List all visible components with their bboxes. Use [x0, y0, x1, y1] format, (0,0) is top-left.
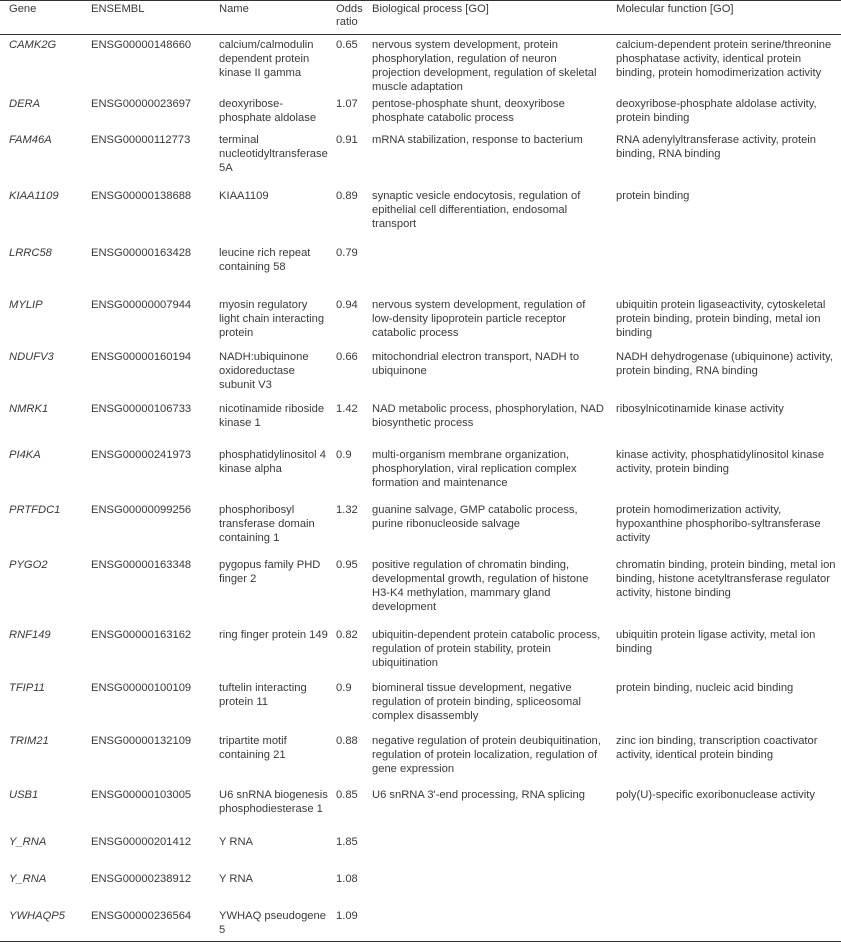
- cell-odds-ratio: 1.32: [336, 504, 358, 516]
- cell-gene: MYLIP: [9, 299, 43, 311]
- table-row: [0, 243, 841, 295]
- cell-biological-process: mitochondrial electron transport, NADH to ubiquinone: [372, 351, 580, 377]
- cell-ensembl: ENSG00000163348: [91, 559, 192, 571]
- cell-biological-process: biomineral tissue development, negative regulation of protein binding, spliceosomal complex disassembly: [372, 682, 581, 722]
- cell-odds-ratio: 1.08: [336, 873, 358, 885]
- table-row: [0, 500, 841, 555]
- header-biological-process: Biological process [GO]: [372, 3, 489, 15]
- cell-molecular-function: [616, 832, 841, 869]
- table-row: [0, 35, 841, 95]
- cell-biological-process: multi-organism membrane organization, phosphorylation, viral replication complex formation and maintenance: [372, 449, 577, 489]
- cell-biological-process: [372, 869, 616, 906]
- cell-ensembl: ENSG00000148660: [91, 39, 192, 51]
- cell-name: YWHAQ pseudogene 5: [219, 910, 326, 936]
- table-row: [0, 869, 841, 906]
- cell-name: tuftelin interacting protein 11: [219, 682, 307, 708]
- cell-name: U6 snRNA biogenesis phosphodiesterase 1: [219, 789, 328, 815]
- table-row: [0, 731, 841, 785]
- table-row: [0, 186, 841, 243]
- cell-name: ring finger protein 149: [219, 629, 328, 641]
- cell-biological-process: positive regulation of chromatin binding, developmental growth, regulation of histone H3-K4 methylation, mammary gland development: [372, 559, 589, 613]
- header-row: [0, 1, 841, 35]
- cell-name: NADH:ubiquinone oxidoreductase subunit V3: [219, 351, 309, 391]
- header-odds-ratio: Odds ratio: [336, 3, 363, 28]
- cell-ensembl: ENSG00000238912: [91, 873, 192, 885]
- cell-gene: FAM46A: [9, 134, 52, 146]
- cell-gene: TFIP11: [9, 682, 45, 694]
- cell-biological-process: ubiquitin-dependent protein catabolic process, regulation of protein stability, protein ubiquitination: [372, 629, 601, 669]
- cell-molecular-function: RNA adenylyltransferase activity, protein binding, RNA binding: [616, 134, 817, 160]
- cell-molecular-function: zinc ion binding, transcription coactivator activity, identical protein binding: [616, 735, 818, 761]
- cell-ensembl: ENSG00000160194: [91, 351, 192, 363]
- cell-ensembl: ENSG00000099256: [91, 504, 192, 516]
- table-row: [0, 445, 841, 500]
- cell-name: tripartite motif containing 21: [219, 735, 287, 761]
- cell-name: deoxyribose-phosphate aldolase: [219, 98, 317, 124]
- table-row: [0, 906, 841, 941]
- cell-molecular-function: ubiquitin protein ligaseactivity, cytoskeletal protein binding, protein binding, metal ion binding: [616, 299, 826, 339]
- cell-ensembl: ENSG00000112773: [91, 134, 191, 146]
- cell-odds-ratio: 0.91: [336, 134, 358, 146]
- cell-name: Y RNA: [219, 873, 253, 885]
- cell-odds-ratio: 0.95: [336, 559, 358, 571]
- cell-biological-process: pentose-phosphate shunt, deoxyribose phosphate catabolic process: [372, 98, 565, 124]
- cell-odds-ratio: 0.85: [336, 789, 358, 801]
- cell-ensembl: ENSG00000163162: [91, 629, 192, 641]
- cell-gene: TRIM21: [9, 735, 49, 747]
- cell-molecular-function: chromatin binding, protein binding, metal ion binding, histone acetyltransferase regulator activity, histone binding: [616, 559, 836, 599]
- cell-gene: KIAA1109: [9, 190, 59, 202]
- cell-molecular-function: kinase activity, phosphatidylinositol kinase activity, protein binding: [616, 449, 825, 475]
- cell-odds-ratio: 1.85: [336, 836, 358, 848]
- cell-odds-ratio: 1.07: [336, 98, 358, 110]
- cell-biological-process: guanine salvage, GMP catabolic process, purine ribonucleoside salvage: [372, 504, 578, 530]
- cell-molecular-function: deoxyribose-phosphate aldolase activity, protein binding: [616, 98, 817, 124]
- cell-name: terminal nucleotidyltransferase 5A: [219, 134, 328, 174]
- table-row: [0, 347, 841, 399]
- cell-molecular-function: poly(U)-specific exoribonuclease activity: [616, 789, 815, 801]
- cell-molecular-function: [616, 869, 841, 906]
- cell-name: calcium/calmodulin dependent protein kinase II gamma: [219, 39, 314, 79]
- cell-gene: USB1: [9, 789, 39, 801]
- cell-name: KIAA1109: [219, 190, 269, 202]
- cell-ensembl: ENSG00000103005: [91, 789, 192, 801]
- cell-biological-process: mRNA stabilization, response to bacterium: [372, 134, 583, 146]
- cell-name: myosin regulatory light chain interacting protein: [219, 299, 325, 339]
- cell-gene: CAMK2G: [9, 39, 57, 51]
- cell-ensembl: ENSG00000236564: [91, 910, 192, 922]
- cell-molecular-function: protein homodimerization activity, hypoxanthine phosphoribo-syltransferase activity: [616, 504, 821, 544]
- cell-molecular-function: [616, 243, 841, 295]
- cell-odds-ratio: 0.9: [336, 449, 352, 461]
- table-row: [0, 678, 841, 731]
- cell-odds-ratio: 0.88: [336, 735, 358, 747]
- table-body: [0, 35, 841, 942]
- cell-gene: PRTFDC1: [9, 504, 61, 516]
- cell-name: pygopus family PHD finger 2: [219, 559, 321, 585]
- cell-odds-ratio: 0.82: [336, 629, 358, 641]
- cell-ensembl: ENSG00000106733: [91, 403, 192, 415]
- cell-name: phosphatidylinositol 4 kinase alpha: [219, 449, 326, 475]
- cell-ensembl: ENSG00000007944: [91, 299, 192, 311]
- header-molecular-function: Molecular function [GO]: [616, 3, 734, 15]
- cell-gene: NMRK1: [9, 403, 49, 415]
- table-row: [0, 785, 841, 832]
- table-row: [0, 130, 841, 186]
- cell-odds-ratio: 0.66: [336, 351, 358, 363]
- table-row: [0, 94, 841, 130]
- cell-odds-ratio: 0.94: [336, 299, 358, 311]
- cell-molecular-function: [616, 906, 841, 941]
- cell-ensembl: ENSG00000023697: [91, 98, 192, 110]
- cell-gene: PI4KA: [9, 449, 41, 461]
- cell-gene: PYGO2: [9, 559, 48, 571]
- table-row: [0, 625, 841, 678]
- table-row: [0, 295, 841, 347]
- table-header: [0, 1, 841, 35]
- cell-name: leucine rich repeat containing 58: [219, 247, 311, 273]
- cell-molecular-function: calcium-dependent protein serine/threonine phosphatase activity, identical protein binding, protein homodimerization activity: [616, 39, 832, 79]
- cell-molecular-function: ubiquitin protein ligase activity, metal ion binding: [616, 629, 816, 655]
- cell-biological-process: [372, 906, 616, 941]
- cell-biological-process: [372, 243, 616, 295]
- cell-gene: NDUFV3: [9, 351, 54, 363]
- cell-ensembl: ENSG00000132109: [91, 735, 192, 747]
- cell-gene: RNF149: [9, 629, 51, 641]
- header-ensembl: ENSEMBL: [91, 3, 145, 15]
- header-gene: Gene: [9, 3, 37, 15]
- cell-name: phosphoribosyl transferase domain containing 1: [219, 504, 315, 544]
- cell-odds-ratio: 0.89: [336, 190, 358, 202]
- table-row: [0, 555, 841, 625]
- table-row: [0, 399, 841, 445]
- cell-ensembl: ENSG00000163428: [91, 247, 192, 259]
- cell-gene: LRRC58: [9, 247, 52, 259]
- cell-gene: DERA: [9, 98, 41, 110]
- cell-molecular-function: protein binding: [616, 190, 690, 202]
- header-name: Name: [219, 3, 249, 15]
- cell-ensembl: ENSG00000201412: [91, 836, 192, 848]
- cell-gene: YWHAQP5: [9, 910, 65, 922]
- cell-name: Y RNA: [219, 836, 253, 848]
- cell-odds-ratio: 0.65: [336, 39, 358, 51]
- cell-biological-process: U6 snRNA 3'-end processing, RNA splicing: [372, 789, 585, 801]
- cell-gene: Y_RNA: [9, 873, 47, 885]
- table-row: [0, 832, 841, 869]
- cell-biological-process: nervous system development, protein phosphorylation, regulation of neuron projection development, regulation of skeletal muscle adaptation: [372, 39, 597, 93]
- cell-biological-process: NAD metabolic process, phosphorylation, NAD biosynthetic process: [372, 403, 604, 429]
- cell-odds-ratio: 1.09: [336, 910, 358, 922]
- cell-molecular-function: ribosylnicotinamide kinase activity: [616, 403, 784, 415]
- cell-ensembl: ENSG00000138688: [91, 190, 192, 202]
- cell-odds-ratio: 1.42: [336, 403, 358, 415]
- cell-odds-ratio: 0.9: [336, 682, 352, 694]
- cell-biological-process: nervous system development, regulation of low-density lipoprotein particle receptor catabolic process: [372, 299, 586, 339]
- cell-biological-process: synaptic vesicle endocytosis, regulation of epithelial cell differentiation, endosomal transport: [372, 190, 581, 230]
- cell-odds-ratio: 0.79: [336, 247, 358, 259]
- cell-ensembl: ENSG00000241973: [91, 449, 192, 461]
- cell-biological-process: negative regulation of protein deubiquitination, regulation of protein localization, regulation of gene expression: [372, 735, 601, 775]
- cell-molecular-function: protein binding, nucleic acid binding: [616, 682, 794, 694]
- cell-molecular-function: NADH dehydrogenase (ubiquinone) activity, protein binding, RNA binding: [616, 351, 833, 377]
- cell-gene: Y_RNA: [9, 836, 47, 848]
- cell-name: nicotinamide riboside kinase 1: [219, 403, 325, 429]
- cell-biological-process: [372, 832, 616, 869]
- cell-ensembl: ENSG00000100109: [91, 682, 192, 694]
